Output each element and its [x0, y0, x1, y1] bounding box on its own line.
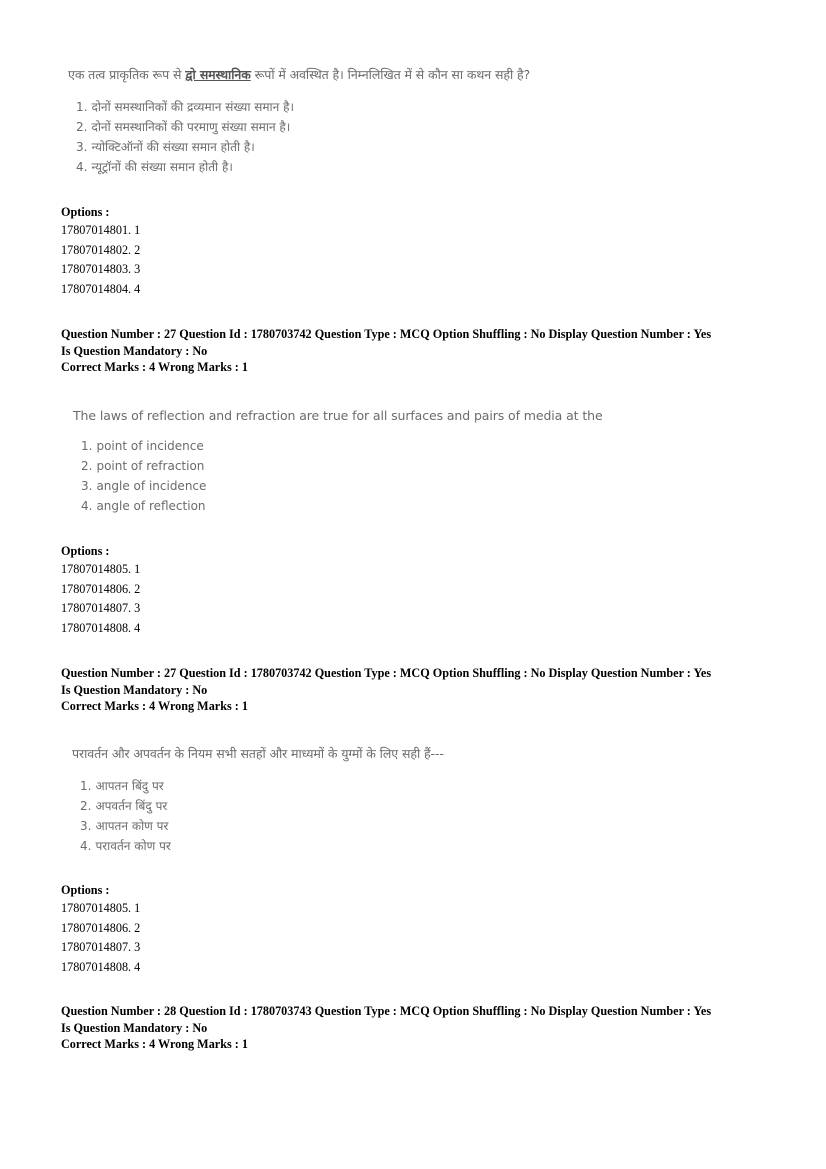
option-id: 17807014806. 2 [61, 581, 141, 596]
question-meta [61, 1003, 711, 1053]
option-id: 17807014801. 1 [61, 223, 141, 237]
options-list [61, 881, 140, 978]
option-id: 17807014805. 1 [61, 562, 141, 576]
choice-item: 3. न्योक्टिऑनों की संख्या समान होती है। [76, 140, 255, 154]
option-id: 17807014806. 2 [61, 920, 141, 935]
options-list [61, 203, 140, 300]
choice-item: 4. परावर्तन कोण पर [80, 839, 171, 853]
choice-item: 2. अपवर्तन बिंदु पर [80, 799, 168, 813]
choice-item: 1. दोनों समस्थानिकों की द्रव्यमान संख्या समान है। [76, 100, 295, 114]
choice-item: 3. angle of incidence [81, 479, 207, 493]
question-meta-line: Question Number : 27 Question Id : 1780703742 Question Type : MCQ Option Shuffling : No Display Question Number : Yes [61, 666, 712, 680]
question-image-isotopes [68, 66, 530, 177]
option-id: 17807014808. 4 [61, 960, 141, 975]
question-image-reflection-hindi [72, 745, 444, 856]
options-label: Options : [61, 544, 110, 558]
choice-item: 2. दोनों समस्थानिकों की परमाणु संख्या समान है। [76, 120, 291, 134]
option-id: 17807014808. 4 [61, 621, 141, 636]
question-stem: The laws of reflection and refraction are true for all surfaces and pairs of media at the [73, 408, 603, 423]
choice-item: 1. point of incidence [81, 439, 204, 453]
option-id: 17807014803. 3 [61, 262, 141, 277]
question-meta-line: Is Question Mandatory : No [61, 343, 208, 358]
option-id: 17807014804. 4 [61, 282, 141, 297]
option-id: 17807014807. 3 [61, 601, 141, 616]
options-list [61, 542, 140, 639]
question-meta-line: Question Number : 28 Question Id : 1780703743 Question Type : MCQ Option Shuffling : No Display Question Number : Yes [61, 1004, 712, 1018]
question-image-reflection [73, 408, 603, 516]
choice-item: 2. point of refraction [81, 459, 205, 473]
option-id: 17807014805. 1 [61, 901, 141, 915]
option-id: 17807014807. 3 [61, 940, 141, 955]
options-label: Options : [61, 883, 110, 897]
question-stem: एक तत्व प्राकृतिक रूप से द्वो समस्थानिक रूपों में अवस्थित है। निम्नलिखित में से कौन सा कथन सही है? [68, 67, 531, 82]
options-label: Options : [61, 205, 110, 219]
question-meta-line: Correct Marks : 4 Wrong Marks : 1 [61, 360, 248, 374]
choice-item: 3. आपतन कोण पर [80, 819, 169, 833]
choice-item: 4. न्यूट्रॉनों की संख्या समान होती है। [76, 160, 233, 174]
question-stem: परावर्तन और अपवर्तन के नियम सभी सतहों और माध्यमों के युग्मों के लिए सही हैं--- [72, 746, 444, 761]
question-meta-line: Correct Marks : 4 Wrong Marks : 1 [61, 1037, 248, 1051]
choice-item: 1. आपतन बिंदु पर [80, 779, 164, 793]
question-meta-line: Is Question Mandatory : No [61, 682, 208, 697]
question-meta-line: Is Question Mandatory : No [61, 1020, 208, 1035]
question-meta-line: Correct Marks : 4 Wrong Marks : 1 [61, 699, 248, 713]
option-id: 17807014802. 2 [61, 242, 141, 257]
question-meta [61, 326, 711, 376]
choice-item: 4. angle of reflection [81, 499, 206, 513]
question-meta-line: Question Number : 27 Question Id : 1780703742 Question Type : MCQ Option Shuffling : No Display Question Number : Yes [61, 327, 712, 341]
question-meta [61, 665, 711, 715]
